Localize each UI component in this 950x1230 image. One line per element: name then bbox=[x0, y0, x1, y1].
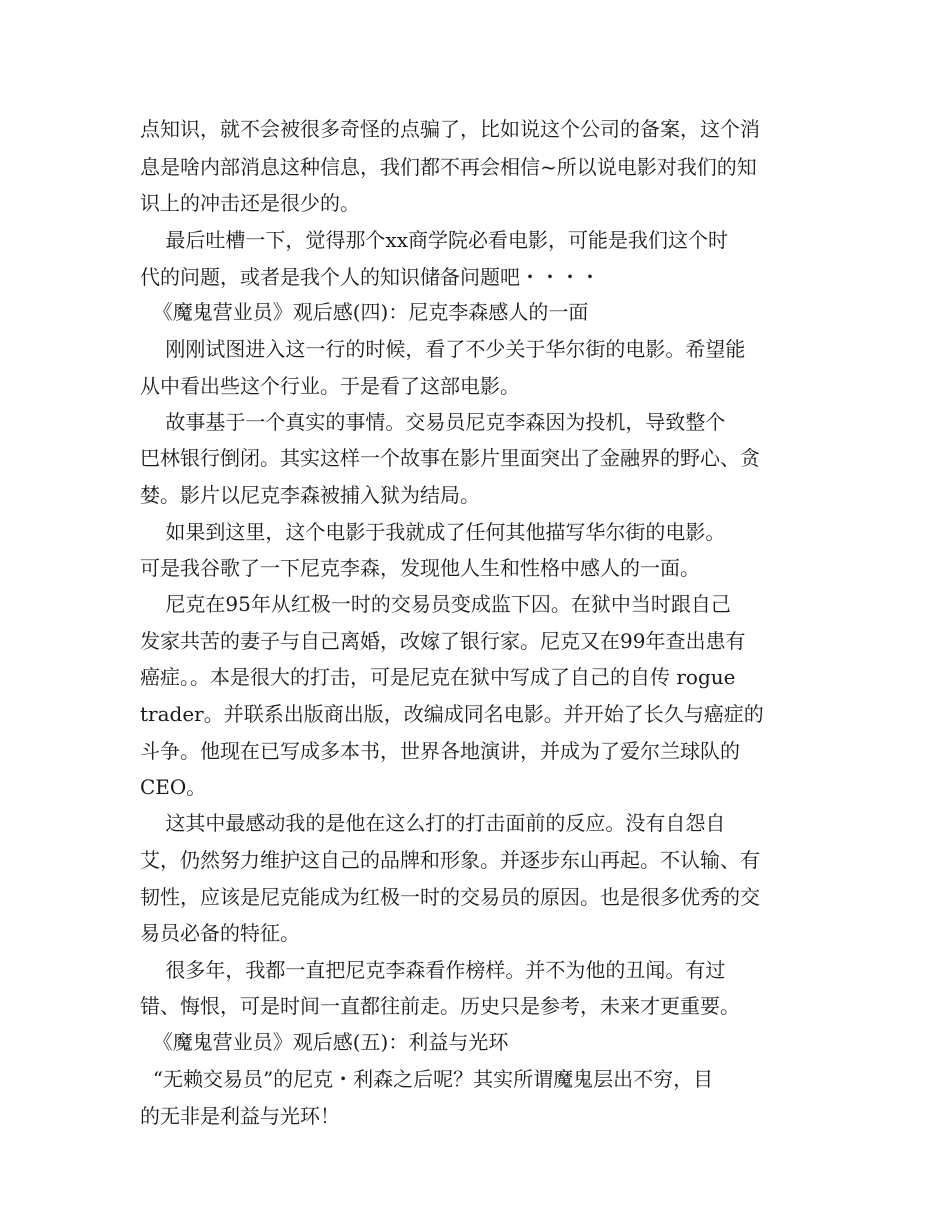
section-heading: 《魔鬼营业员》观后感(五)：利益与光环 bbox=[140, 1030, 509, 1054]
text-line: 故事基于一个真实的事情。交易员尼克李森因为投机，导致整个 bbox=[140, 410, 726, 434]
section-heading: 《魔鬼营业员》观后感(四)：尼克李森感人的一面 bbox=[140, 300, 589, 324]
text-line: 尼克在95年从红极一时的交易员变成监下囚。在狱中当时跟自己 bbox=[140, 592, 731, 616]
text-line: 易员必备的特征。 bbox=[140, 921, 300, 945]
text-line: 的无非是利益与光环！ bbox=[140, 1104, 340, 1128]
text-line: CEO。 bbox=[140, 775, 207, 799]
text-line: 巴林银行倒闭。其实这样一个故事在影片里面突出了金融界的野心、贪 bbox=[140, 446, 760, 470]
text-line: 息是啥内部消息这种信息，我们都不再会相信~所以说电影对我们的知 bbox=[140, 155, 757, 179]
text-line: 韧性，应该是尼克能成为红极一时的交易员的原因。也是很多优秀的交 bbox=[140, 885, 760, 909]
text-line: 如果到这里，这个电影于我就成了任何其他描写华尔街的电影。 bbox=[140, 520, 726, 544]
text-line: trader。并联系出版商出版，改编成同名电影。并开始了长久与癌症的 bbox=[140, 702, 764, 726]
text-line: 最后吐槽一下，觉得那个xx商学院必看电影，可能是我们这个时 bbox=[140, 228, 728, 252]
text-line: 很多年，我都一直把尼克李森看作榜样。并不为他的丑闻。有过 bbox=[140, 958, 726, 982]
text-line: 发家共苦的妻子与自己离婚，改嫁了银行家。尼克又在99年查出患有 bbox=[140, 629, 746, 653]
text-line: 识上的冲击还是很少的。 bbox=[140, 191, 360, 215]
text-line: 错、悔恨，可是时间一直都往前走。历史只是参考，未来才更重要。 bbox=[140, 994, 740, 1018]
text-line: 点知识，就不会被很多奇怪的点骗了，比如说这个公司的备案，这个消 bbox=[140, 117, 760, 141]
text-line: 从中看出些这个行业。于是看了这部电影。 bbox=[140, 374, 520, 398]
text-line: 婪。影片以尼克李森被捕入狱为结局。 bbox=[140, 483, 480, 507]
text-line: 代的问题，或者是我个人的知识储备问题吧・・・・ bbox=[140, 265, 600, 289]
text-line: 这其中最感动我的是他在这么打的打击面前的反应。没有自怨自 bbox=[140, 811, 726, 835]
text-line: “无赖交易员”的尼克・利森之后呢？其实所谓魔鬼层出不穷，目 bbox=[140, 1067, 714, 1091]
text-line: 可是我谷歌了一下尼克李森，发现他人生和性格中感人的一面。 bbox=[140, 556, 700, 580]
text-line: 斗争。他现在已写成多本书，世界各地演讲，并成为了爱尔兰球队的 bbox=[140, 739, 740, 763]
text-line: 癌症。。本是很大的打击，可是尼克在狱中写成了自己的自传 rogue bbox=[140, 665, 736, 689]
text-line: 艾，仍然努力维护这自己的品牌和形象。并逐步东山再起。不认输、有 bbox=[140, 848, 760, 872]
text-line: 刚刚试图进入这一行的时候，看了不少关于华尔街的电影。希望能 bbox=[140, 337, 746, 361]
